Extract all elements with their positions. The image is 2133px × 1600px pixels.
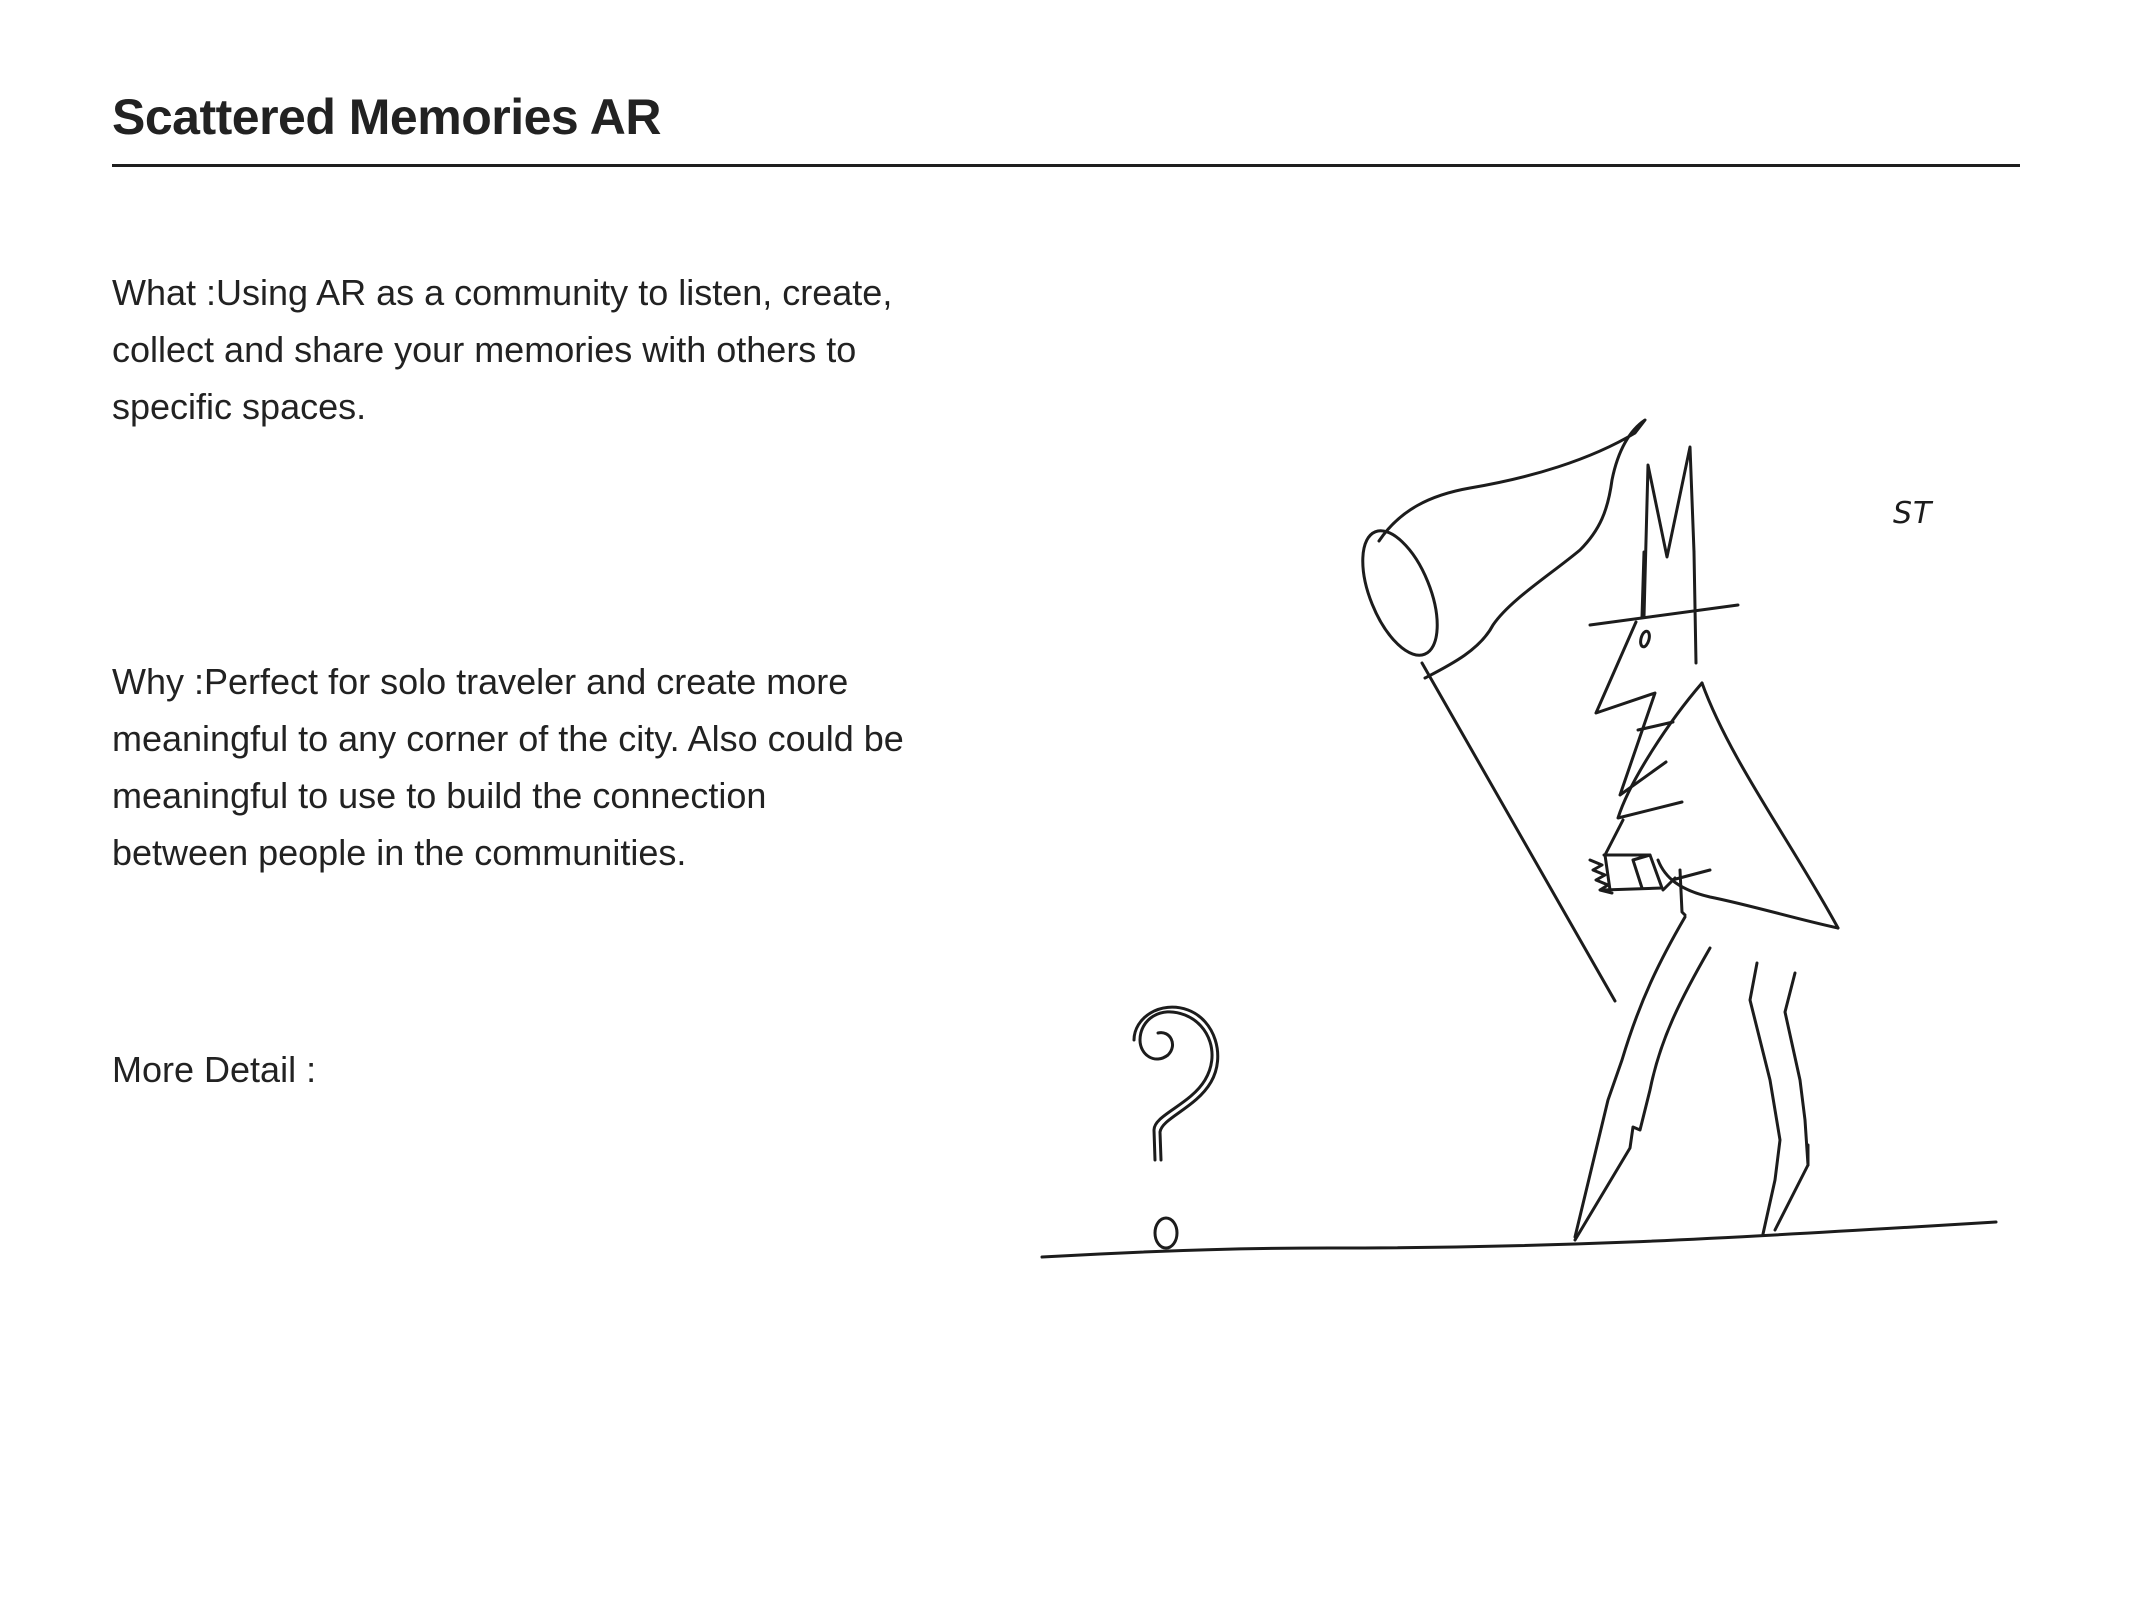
what-text: Using AR as a community to listen, create, collect and share your memories with others to specific spaces. (112, 272, 893, 427)
question-mark-icon (1134, 1007, 1218, 1248)
what-label: What : (112, 272, 217, 313)
illustration-walking-figure-with-net (1030, 400, 2030, 1300)
more-detail-section (112, 1041, 912, 1098)
ground-line (1042, 1222, 1996, 1257)
page-title: Scattered Memories AR (112, 89, 661, 145)
why-label: Why : (112, 661, 205, 702)
more-detail-label: More Detail : (112, 1049, 317, 1090)
why-text: Perfect for solo traveler and create more meaningful to any corner of the city. Also could be meaningful to use to build the connection between people in the communities. (112, 661, 904, 873)
title-divider (112, 164, 2020, 167)
what-section (112, 264, 912, 435)
artist-signature: ST (1893, 496, 1933, 531)
walking-figure-icon (1575, 447, 1838, 1240)
why-section (112, 653, 912, 881)
